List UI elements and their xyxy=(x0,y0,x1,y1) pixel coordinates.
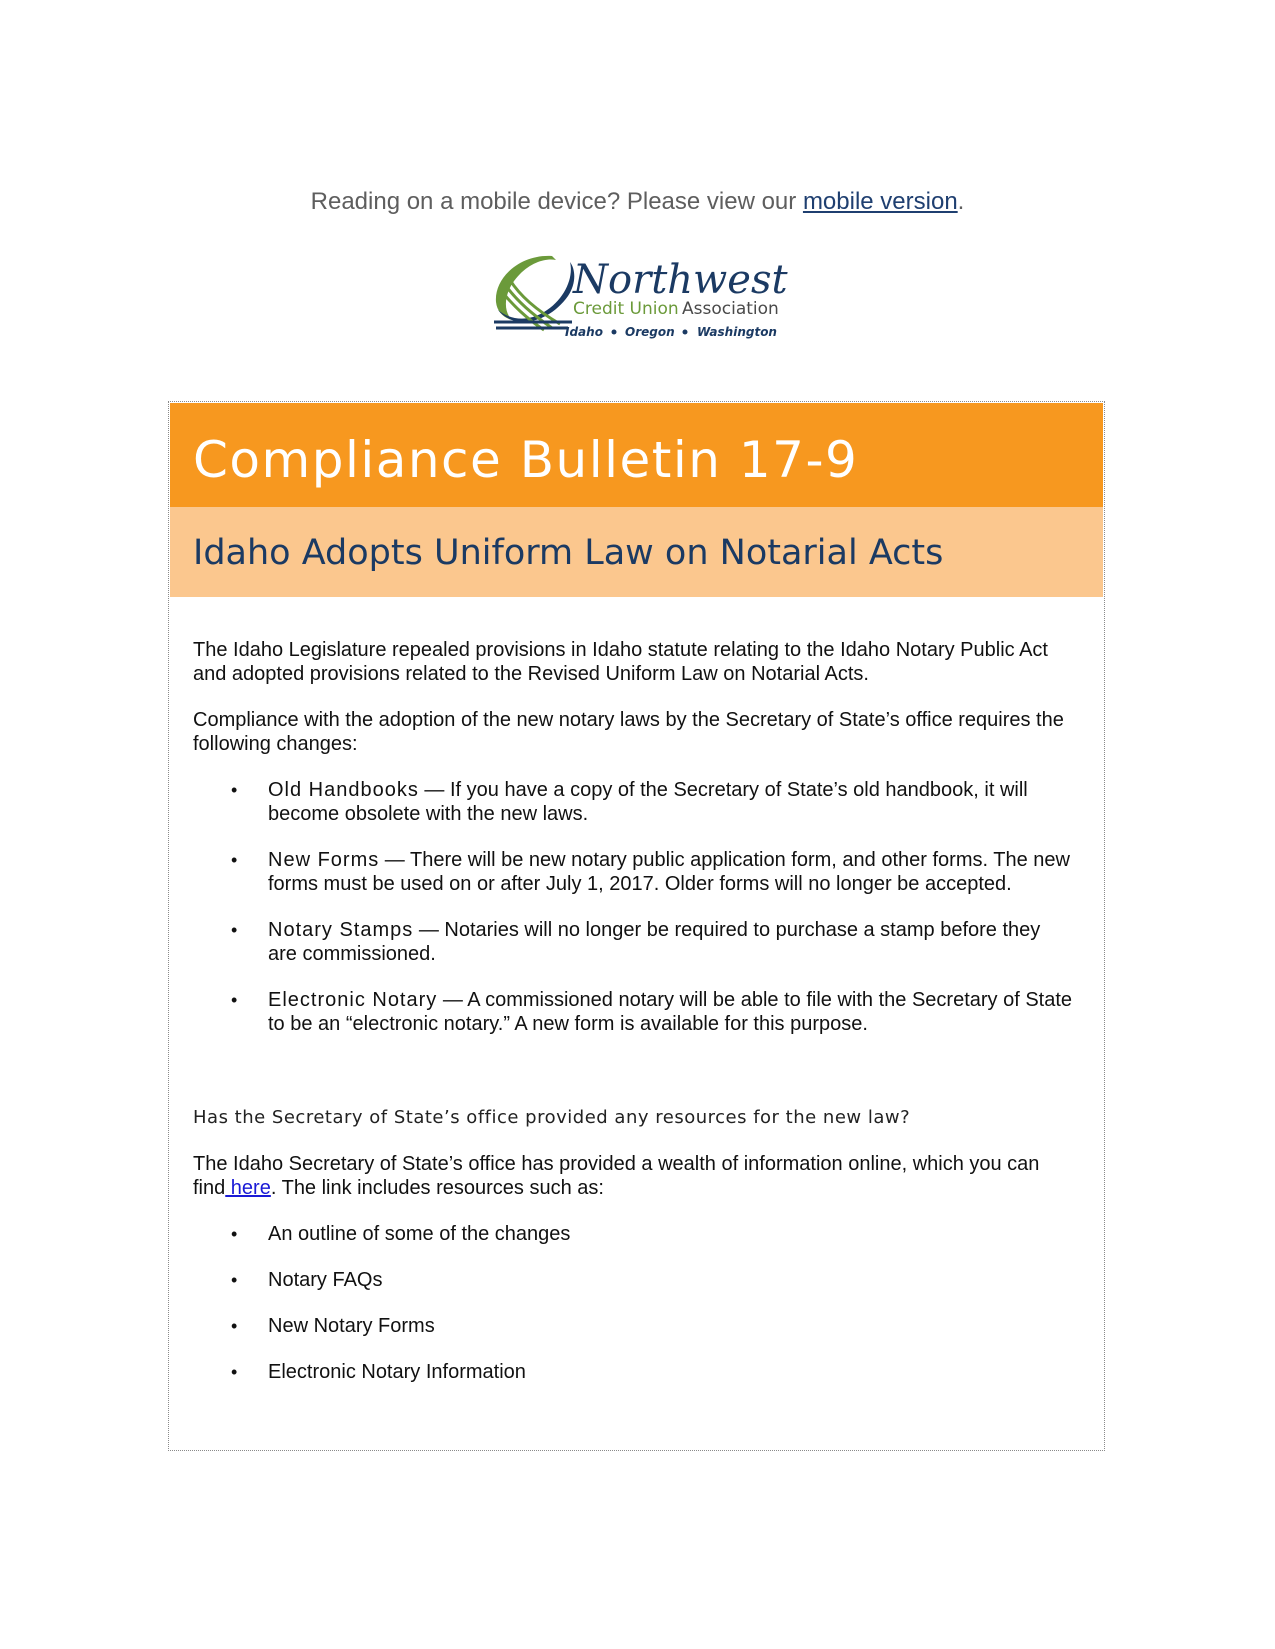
resources-list xyxy=(193,1222,1073,1384)
section-spacer xyxy=(193,1058,1073,1106)
logo-subtitle-2: Association xyxy=(682,299,779,319)
logo-graphic xyxy=(490,250,790,360)
bulletin-subtitle-banner xyxy=(170,507,1103,597)
change-term: Notary Stamps xyxy=(268,919,414,941)
bullet-icon: • xyxy=(231,1270,238,1290)
change-term: New Forms xyxy=(268,849,380,871)
bullet-icon: • xyxy=(231,780,238,800)
resource-label: Notary FAQs xyxy=(268,1269,383,1291)
bulletin-title: Compliance Bulletin 17-9 xyxy=(193,431,859,489)
here-link[interactable]: here xyxy=(225,1177,271,1199)
resources-question: Has the Secretary of State’s office provided any resources for the new law? xyxy=(193,1107,911,1128)
change-text: — A commissioned notary will be able to file with the Secretary of State to be an “electronic notary.” A new form is available for this purpose. xyxy=(268,989,1073,1035)
bulletin-body xyxy=(193,638,1073,1406)
resources-answer xyxy=(193,1152,1073,1200)
list-item xyxy=(231,1360,1073,1384)
bullet-icon: • xyxy=(231,920,238,940)
mobile-version-link[interactable]: mobile version xyxy=(802,188,958,215)
answer-suffix: . The link includes resources such as: xyxy=(270,1177,604,1199)
mobile-notice-text: Reading on a mobile device? Please view our xyxy=(310,188,803,215)
bullet-icon: • xyxy=(231,850,238,870)
resource-label: An outline of some of the changes xyxy=(268,1223,571,1245)
mobile-version-notice xyxy=(0,188,1275,216)
logo-name: Northwest xyxy=(573,257,788,303)
list-item xyxy=(231,1314,1073,1338)
bulletin-panel xyxy=(168,401,1105,1451)
list-item xyxy=(231,1222,1073,1246)
change-text: — If you have a copy of the Secretary of State’s old handbook, it will become obsolete with the new laws. xyxy=(268,779,1028,825)
change-text: — There will be new notary public application form, and other forms. The new forms must be used on or after July 1, 2017. Older forms will no longer be accepted. xyxy=(268,849,1070,895)
changes-list xyxy=(193,778,1073,1036)
list-item xyxy=(231,918,1073,966)
mobile-notice-period: . xyxy=(957,188,965,215)
logo-dot-icon xyxy=(683,330,688,335)
bullet-icon: • xyxy=(231,1224,238,1244)
logo-dot-icon xyxy=(612,330,617,335)
list-item xyxy=(231,1268,1073,1292)
change-term: Electronic Notary xyxy=(268,989,438,1011)
intro-paragraph: The Idaho Legislature repealed provisions in Idaho statute relating to the Idaho Notary Public Act and adopted provisions related to the Revised Uniform Law on Notarial Acts. xyxy=(193,639,1048,685)
nwcua-logo xyxy=(490,250,790,360)
changes-intro-paragraph: Compliance with the adoption of the new notary laws by the Secretary of State’s office requires the following changes: xyxy=(193,709,1064,755)
resource-label: New Notary Forms xyxy=(268,1315,435,1337)
logo-state-idaho: Idaho xyxy=(565,325,603,339)
bulletin-subtitle: Idaho Adopts Uniform Law on Notarial Acts xyxy=(193,533,944,573)
logo-state-oregon: Oregon xyxy=(625,325,675,339)
list-item xyxy=(231,988,1073,1036)
bulletin-title-banner xyxy=(170,403,1103,507)
change-term: Old Handbooks xyxy=(268,779,419,801)
logo-state-washington: Washington xyxy=(697,325,777,339)
answer-text: The Idaho Secretary of State’s office has provided a wealth of information online, which you can find xyxy=(193,1153,1040,1199)
change-text: — Notaries will no longer be required to purchase a stamp before they are commissioned. xyxy=(268,919,1041,965)
logo-subtitle-1: Credit Union xyxy=(573,299,679,319)
resource-label: Electronic Notary Information xyxy=(268,1361,526,1383)
bullet-icon: • xyxy=(231,1316,238,1336)
logo-swoosh-icon xyxy=(494,256,574,330)
bullet-icon: • xyxy=(231,1362,238,1382)
list-item xyxy=(231,848,1073,896)
bullet-icon: • xyxy=(231,990,238,1010)
list-item xyxy=(231,778,1073,826)
